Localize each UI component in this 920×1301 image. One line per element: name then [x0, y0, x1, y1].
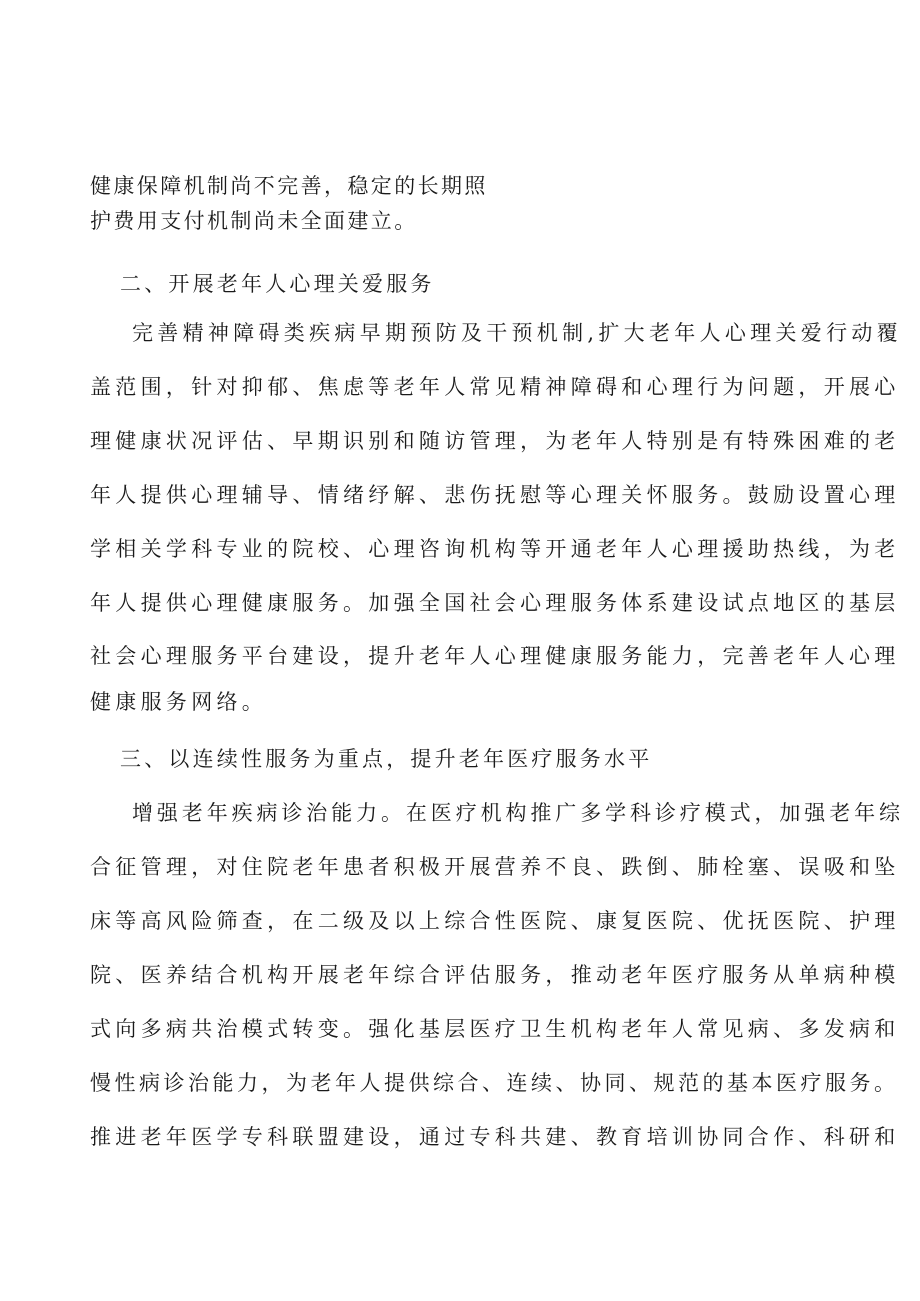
section3-paragraph-line: 慢性病诊治能力，为老年人提供综合、连续、协同、规范的基本医疗服务。	[90, 1071, 899, 1095]
section2-paragraph-line: 健康服务网络。	[90, 690, 268, 714]
section2-paragraph-line: 完善精神障碍类疾病早期预防及干预机制,扩大老年人心理关爱行动覆	[132, 321, 902, 345]
section2-paragraph-line: 理健康状况评估、早期识别和随访管理，为老年人特别是有特殊困难的老	[90, 429, 900, 453]
section3-paragraph-line: 式向多病共治模式转变。强化基层医疗卫生机构老年人常见病、多发病和	[90, 1017, 900, 1041]
section3-heading: 三、以连续性服务为重点，提升老年医疗服务水平	[120, 747, 653, 771]
section3-paragraph-line: 院、医养结合机构开展老年综合评估服务，推动老年医疗服务从单病种模	[90, 963, 900, 987]
section3-paragraph-line: 推进老年医学专科联盟建设，通过专科共建、教育培训协同合作、科研和	[90, 1125, 900, 1149]
section3-paragraph-line: 合征管理，对住院老年患者积极开展营养不良、跌倒、肺栓塞、误吸和坠	[90, 855, 900, 879]
section2-paragraph-line: 社会心理服务平台建设，提升老年人心理健康服务能力，完善老年人心理	[90, 644, 900, 668]
section2-heading: 二、开展老年人心理关爱服务	[120, 272, 435, 296]
intro-line-1: 健康保障机制尚不完善，稳定的长期照	[90, 174, 488, 198]
section3-paragraph-line: 增强老年疾病诊治能力。在医疗机构推广多学科诊疗模式，加强老年综	[132, 801, 904, 825]
section2-paragraph-line: 盖范围，针对抑郁、焦虑等老年人常见精神障碍和心理行为问题，开展心	[90, 375, 900, 399]
section2-paragraph-line: 年人提供心理辅导、情绪纾解、悲伤抚慰等心理关怀服务。鼓励设置心理	[90, 483, 900, 507]
section3-paragraph-line: 床等高风险筛查，在二级及以上综合性医院、康复医院、优抚医院、护理	[90, 909, 900, 933]
intro-line-2: 护费用支付机制尚未全面建立。	[90, 209, 418, 233]
section2-paragraph-line: 年人提供心理健康服务。加强全国社会心理服务体系建设试点地区的基层	[90, 591, 900, 615]
section2-paragraph-line: 学相关学科专业的院校、心理咨询机构等开通老年人心理援助热线，为老	[90, 537, 900, 561]
